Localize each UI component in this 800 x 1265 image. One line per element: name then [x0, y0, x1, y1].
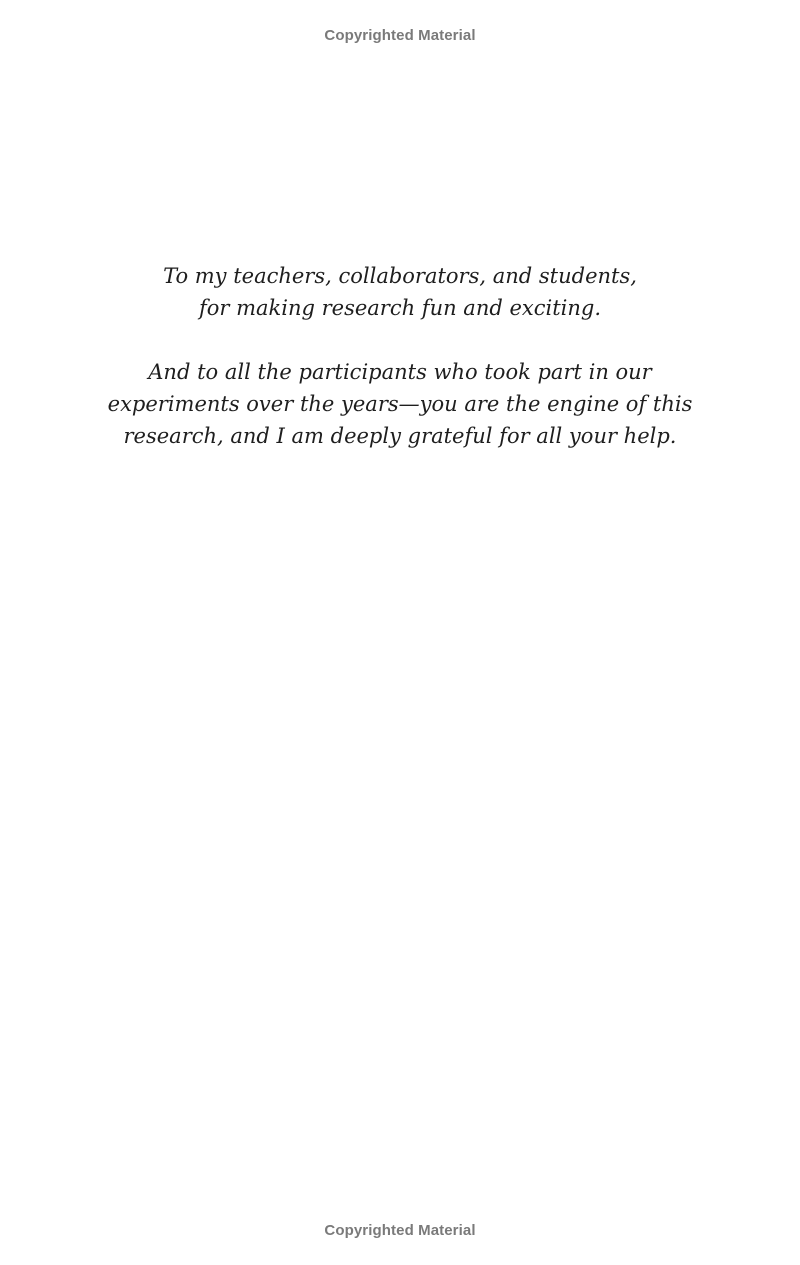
dedication-line: experiments over the years—you are the engine of this — [107, 392, 693, 416]
dedication-line: To my teachers, collaborators, and students, — [163, 264, 637, 288]
copyright-watermark-bottom: Copyrighted Material — [324, 1222, 476, 1239]
dedication-line: research, and I am deeply grateful for all your help. — [123, 424, 677, 448]
dedication-paragraph-1 — [0, 260, 800, 324]
dedication-paragraph-2 — [0, 356, 800, 452]
copyright-watermark-top: Copyrighted Material — [324, 27, 476, 44]
dedication-line: And to all the participants who took part in our — [148, 360, 652, 384]
dedication-line: for making research fun and exciting. — [198, 296, 602, 320]
